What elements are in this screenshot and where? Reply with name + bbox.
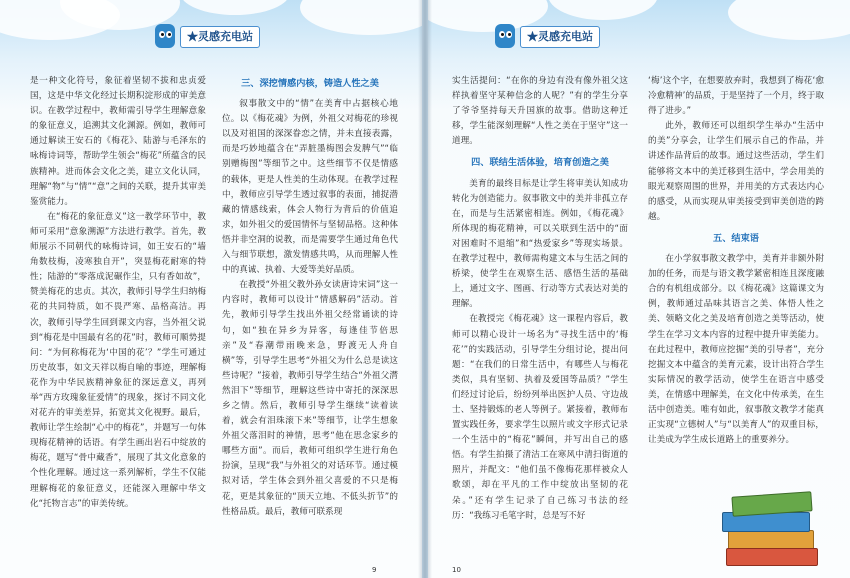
paragraph: ‘梅’这个字，在想要放弃时，我想到了梅花‘愈冷愈精神’的品质，于是坚持了一个月，终于取得了进步。” bbox=[648, 76, 824, 117]
right-column-2 bbox=[648, 74, 824, 448]
book-stack-illustration bbox=[718, 460, 818, 570]
section-heading: 四、联结生活体验，培育创造之美 bbox=[471, 157, 609, 169]
paragraph: 美育的最终目标是让学生将审美认知成功转化为创造能力。叙事散文中的美并非孤立存在，而是与生活紧密相连。例如，《梅花魂》所体现的梅花精神，可以关联到生活中的“面对困难时不退缩”和“热爱家乡”等现实场景。在教学过程中，教师需构建文本与生活之间的桥梁，使学生在观察生活、感悟生活的基础上，通过文字、图画、行动等方式表达对美的理解。 bbox=[452, 178, 628, 310]
paragraph: 在教授完《梅花魂》这一课程内容后，教师可以精心设计一场名为“寻找生活中的‘梅花’”的实践活动，引导学生分组讨论，提出问题：“在我们的日常生活中，有哪些人与梅花类似，具有坚韧、执着及爱国等品质？”学生们经过讨论后，纷纷列举出医护人员、守边战士、坚持锻炼的老人等例子。紧接着，教师布置实践任务，要求学生以照片或文字形式记录一个生活中的“梅花”瞬间，并写出自己的感悟。有学生拍摄了清洁工在寒风中清扫街道的照片，并配文：“他们虽不像梅花那样被众人歌颂，却在平凡的工作中绽放出坚韧的花朵。”还有学生记录了自己练习书法的经历：“我练习毛笔字时，总是写不好 bbox=[452, 314, 628, 521]
page-number: 9 bbox=[372, 566, 377, 574]
paragraph: 在“梅花的象征意义”这一教学环节中，教师可采用“意象溯源”方法进行教学。首先，教师展示不同朝代的咏梅诗词，如王安石的“墙角数枝梅，凌寒独自开”，突显梅花耐寒的特性；陆游的“零落成泥碾作尘，只有香如故”，赞美梅花的忠贞。其次，教师引导学生归纳梅花的共同特质，如不畏严寒、品格高洁。再次，教师引导学生回到课文内容，当外祖父说到“梅花是中国最有名的花”时，教师可顺势提问：“为何称梅花为‘中国的花’？”学生可通过历史故事，如文天祥以梅自喻的事迹，理解梅花作为中华民族精神象征的深远意义，再列举“西方玫瑰象征爱情”的现象，探讨不同文化对花卉的审美差异，拓宽其文化视野。最后，教师让学生绘制“心中的梅花”，并题写一句体现梅花精神的话语。有学生画出岩石中绽放的梅花，题写“骨中藏香”，展现了其文化意象的个性化理解。通过这一系列解析，学生不仅能理解梅花的象征意义，还能深入理解中华文化“托物言志”的审美传统。 bbox=[30, 211, 206, 509]
section-header bbox=[152, 22, 260, 52]
page-number: 10 bbox=[452, 566, 461, 574]
cloud-decoration bbox=[300, 0, 422, 35]
right-page bbox=[428, 0, 850, 578]
paragraph: 是一种文化符号，象征着坚韧不拔和忠贞爱国，这是中华文化经过长期积淀形成的审美意识。在教学过程中，教师需引导学生理解意象的象征意义，追溯其文化渊源。例如，教师可通过解读王安石的《梅花》、陆游与毛泽东的咏梅诗词等，帮助学生领会“梅花”所蕴含的民族精神。进而体会文化之美，建立文化认同，理解“物”与“情”“意”之间的关联，提升其审美鉴赏能力。 bbox=[30, 76, 206, 207]
paragraph: 叙事散文中的“情”在美育中占据核心地位。以《梅花魂》为例，外祖父对梅花的珍视以及对祖国的深深眷恋之情，并未直接表露，而是巧妙地蕴含在“弄脏墨梅图会发脾气”“临别赠梅图”等细节之中。这些细节不仅是情感的载体，更是人性美的生动体现。在教学过程中，教师应引导学生透过叙事的表面，捕捉潜藏的情感线索，体会人物行为背后的价值追求，如外祖父的爱国情怀与坚韧品格。这种体悟并非空洞的说教，而是需要学生通过角色代入与细节联想，激发情感共鸣，从而理解人性中的真诚、执着、大爱等美好品质。 bbox=[222, 99, 398, 276]
section-header bbox=[492, 22, 600, 52]
right-column-1 bbox=[452, 74, 628, 524]
book-mascot-icon bbox=[492, 22, 518, 52]
page-gutter bbox=[418, 0, 432, 578]
section-banner: ★灵感充电站 bbox=[520, 26, 600, 48]
paragraph: 此外，教师还可以组织学生举办“生活中的美”分享会，让学生们展示自己的作品，并讲述作品背后的故事。通过这些活动，学生们能够将文本中的美迁移到生活中，学会用美的眼光观察周围的世界，并用美的方式表达内心的感受，从而实现从审美接受到审美创造的跨越。 bbox=[648, 121, 824, 222]
section-banner: ★灵感充电站 bbox=[180, 26, 260, 48]
cloud-decoration bbox=[180, 0, 290, 15]
paragraph: 在小学叙事散文教学中，美育并非额外附加的任务，而是与语文教学紧密相连且深度融合的有机组成部分。以《梅花魂》这篇课文为例，教师通过品味其语言之美、体悟人性之美、领略文化之美及培育创造之美等活动，使学生在学习文本内容的过程中提升审美能力。在此过程中，教师应挖掘“美的引导者”，充分挖掘文本中蕴含的美育元素，设计出符合学生实际情况的教学活动，使学生在语言中感受美，在情感中理解美，在文化中传承美，在生活中创造美。唯有如此，叙事散文教学才能真正实现“立德树人”与“以美育人”的双重目标，让美成为学生成长道路上的重要养分。 bbox=[648, 254, 824, 446]
book-mascot-icon bbox=[152, 22, 178, 52]
paragraph: 在教授“外祖父教外孙女读唐诗宋词”这一内容时，教师可以设计“情感解码”活动。首先，教师引导学生找出外祖父经常诵读的诗句，如“独在异乡为异客，每逢佳节倍思亲”及“春潮带雨晚来急，野渡无人舟自横”等，引导学生思考“外祖父为什么总是读这些诗呢？”接着，教师引导学生结合“外祖父潸然泪下”等细节，理解这些诗中寄托的深深思乡之情。然后，教师引导学生继续“读着读着，就会有泪珠滚下来”等细节，让学生想象外祖父落泪时的神情，思考“他在思念家乡的哪些方面”。而后，教师可组织学生进行角色扮演，呈现“我”与外祖父的对话环节。通过模拟对话，学生体会到外祖父喜爱的不只是梅花，更是其象征的“顶天立地、不低头折节”的性格品质。最后，教师可联系现 bbox=[222, 280, 398, 517]
left-column-1 bbox=[30, 74, 206, 512]
paragraph: 实生活提问：“在你的身边有没有像外祖父这样执着坚守某种信念的人呢？”有的学生分享了爷爷坚持每天升国旗的故事。借助这种迁移，学生能深刻理解“人性之美在于坚守”这一道理。 bbox=[452, 76, 628, 147]
left-column-2 bbox=[222, 74, 398, 520]
section-heading: 三、深挖情感内核，铸造人性之美 bbox=[241, 78, 379, 89]
cloud-decoration bbox=[548, 0, 658, 20]
cloud-decoration bbox=[728, 0, 850, 40]
section-heading: 五、结束语 bbox=[713, 232, 759, 244]
left-page bbox=[0, 0, 422, 578]
